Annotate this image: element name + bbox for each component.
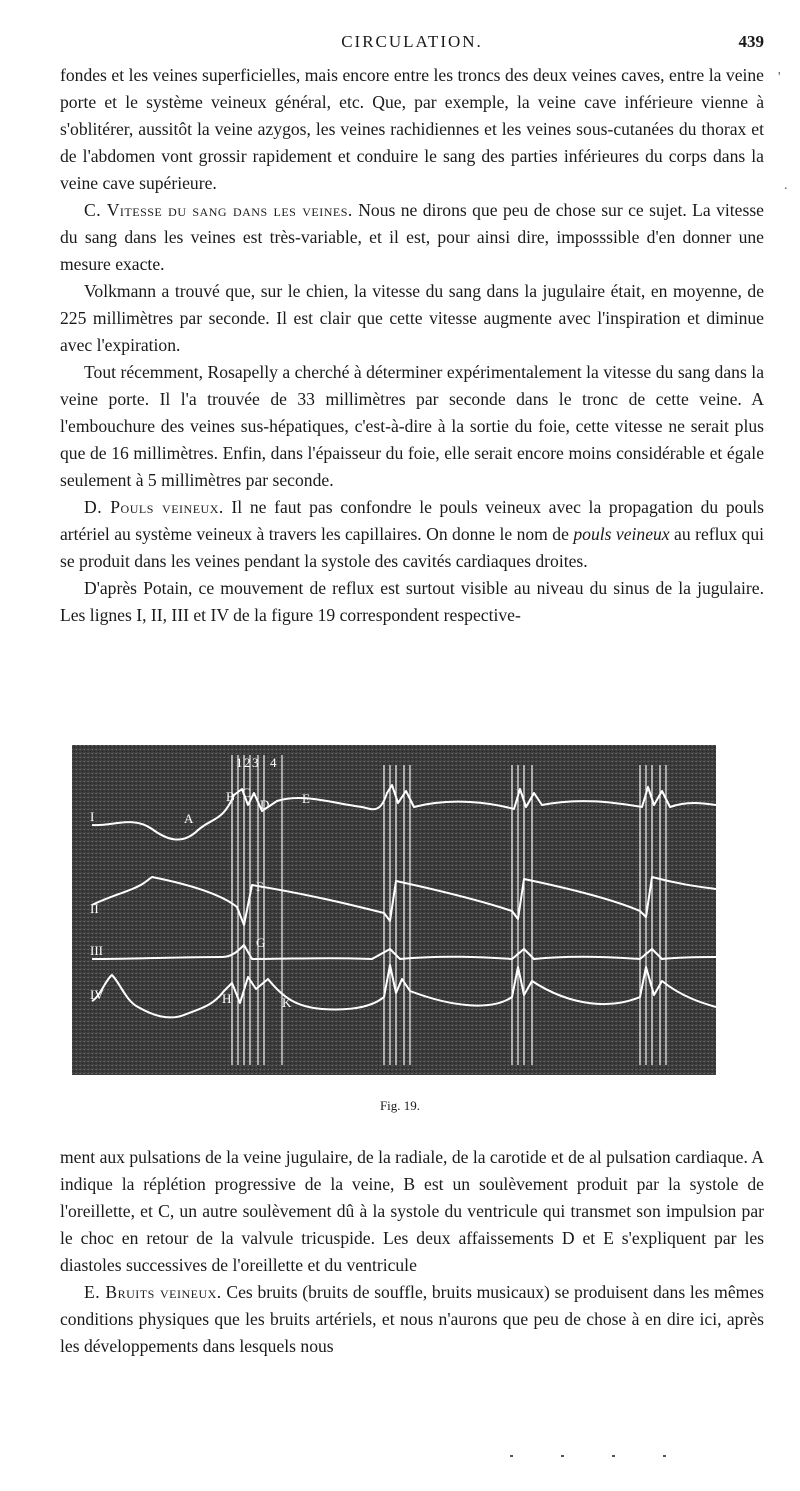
point-label-e: E [302, 791, 310, 806]
section-heading-pouls: D. Pouls veineux. [84, 497, 224, 517]
paragraph-potain: D'après Potain, ce mouvement de reflux est surtout visible au niveau du sinus de la jugulaire. Les lignes I, II, III et IV de la figure 19 correspondent respective- [60, 578, 764, 625]
margin-mark: . [784, 178, 788, 193]
time-mark-4: 4 [270, 755, 277, 770]
page-header [60, 32, 764, 56]
point-label-c: C [242, 785, 251, 800]
section-heading-vitesse: C. Vitesse du sang dans les veines. [84, 200, 353, 220]
point-label-a: A [184, 811, 194, 826]
figure-background [72, 745, 716, 1075]
page-number: 439 [738, 32, 764, 51]
time-mark-2: 2 [244, 755, 251, 770]
footer-dot [510, 1455, 513, 1457]
paragraph-volkmann: Volkmann a trouvé que, sur le chien, la vitesse du sang dans la jugulaire était, en moyenne, de 225 millimètres par seconde. Il est clair que cette vitesse augmente avec l'inspiration et diminue avec l'expiration. [60, 281, 764, 355]
section-heading-bruits: E. Bruits veineux. [84, 1282, 222, 1302]
tracing-svg [72, 745, 716, 1075]
point-label-g: G [256, 935, 266, 950]
footer-dot [612, 1455, 615, 1457]
footer-dot [561, 1455, 564, 1457]
paragraph-pouls-body-a: Il ne faut pas confondre le pouls veineux avec la propagation du pouls artériel au système veineux à travers les capillaires. On donne le nom de [60, 497, 764, 544]
paragraph-bruits [60, 1279, 764, 1360]
point-label-f: F [256, 879, 264, 894]
italic-term: pouls veineux [573, 524, 670, 544]
margin-mark: ' [778, 70, 781, 85]
time-mark-1: 1 [236, 755, 243, 770]
paragraph-rosapelly: Tout récemment, Rosapelly a cherché à déterminer expérimentalement la vitesse du sang dans la veine porte. Il l'a trouvée de 33 millimètres par seconde dans le tronc de cette veine. A l'embouchure des veines sus-hépatiques, c'est-à-dire à la sortie du foie, cette vitesse ne serait plus que de 16 millimètres. Enfin, dans l'épaisseur du foie, elle serait encore moins considérable et égale seulement à 5 millimètres par seconde. [60, 362, 764, 490]
body-text-bottom [60, 1144, 764, 1360]
point-label-h: H [222, 991, 232, 1006]
running-head: CIRCULATION. [341, 32, 483, 51]
figure-caption: Fig. 19. [379, 1098, 421, 1113]
point-label-d: D [260, 797, 270, 812]
point-label-k: K [282, 995, 292, 1010]
paragraph-pouls-body-b: au reflux qui se produit dans les veines pendant la systole des cavités cardiaques droites. [60, 524, 765, 571]
paragraph-vitesse-body: Nous ne dirons que peu de chose sur ce sujet. La vitesse du sang dans les veines est très-variable, et il est, pour ainsi dire, imposssible d'en donner une mesure exacte. [60, 200, 764, 274]
line-label-i: I [90, 809, 95, 824]
figure-19-tracing [72, 745, 716, 1075]
point-label-b: B [226, 789, 235, 804]
paragraph-anastomoses: fondes et les veines superficielles, mais encore entre les troncs des deux veines caves, entre la veine porte et le système veineux général, etc. Que, par exemple, la veine cave inférieure vienne à s'oblitérer, aussitôt la veine azygos, les veines rachidiennes et les veines sous-cutanées du thorax et de l'abdomen vont grossir rapidement et conduire le sang des parties inférieures du corps dans la veine cave supérieure. [60, 65, 764, 193]
footer-dot [663, 1455, 666, 1457]
footer-dots [510, 1444, 730, 1448]
body-text-top [60, 62, 764, 629]
line-label-iv: IV [90, 987, 104, 1002]
paragraph-vitesse [60, 197, 764, 278]
paragraph-bruits-body: Ces bruits (bruits de souffle, bruits musicaux) se produisent dans les mêmes conditions physiques que les bruits artériels, et nous n'aurons que peu de chose à en dire ici, après les développements dans lesquels nous [60, 1282, 764, 1356]
line-label-ii: II [90, 901, 99, 916]
time-mark-3: 3 [252, 755, 259, 770]
line-label-iii: III [90, 943, 103, 958]
paragraph-figure-explanation: ment aux pulsations de la veine jugulaire, de la radiale, de la carotide et de al pulsation cardiaque. A indique la réplétion progressive de la veine, B est un soulèvement produit par la systole de l'oreillette, et C, un autre soulèvement dû à la systole du ventricule qui transmet son impulsion par le choc en retour de la valvule tricuspide. Les deux affaissements D et E s'expliquent par les diastoles successives de l'oreillette et du ventricule [60, 1147, 764, 1275]
paragraph-pouls [60, 494, 764, 575]
